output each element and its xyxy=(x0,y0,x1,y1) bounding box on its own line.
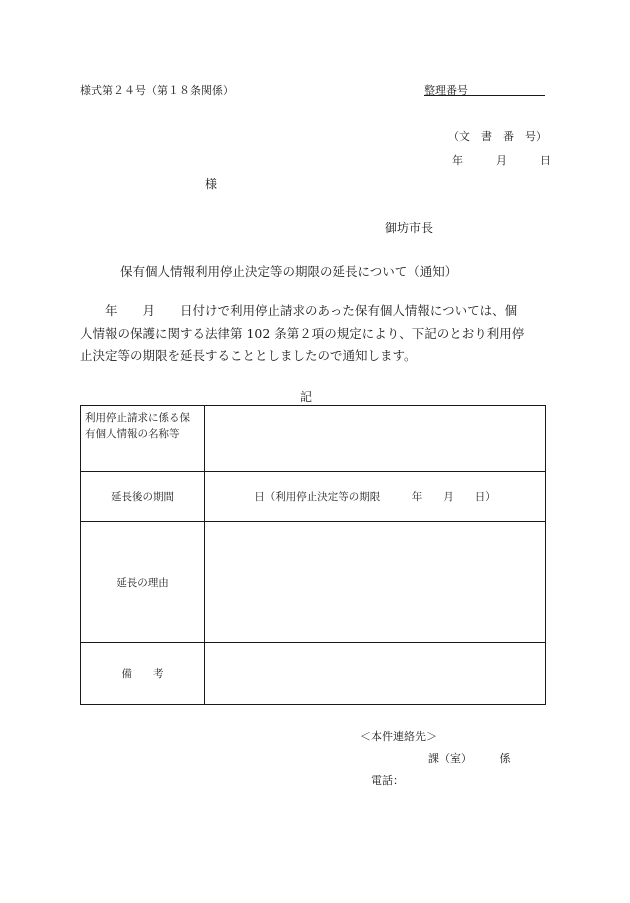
row-value-reason xyxy=(205,522,546,643)
addressee: 様 xyxy=(205,177,218,191)
ki-marker: 記 xyxy=(300,390,313,404)
control-number-field-line xyxy=(424,95,545,96)
issuer: 御坊市長 xyxy=(385,221,434,235)
row-label-reason: 延長の理由 xyxy=(81,522,205,643)
issue-date xyxy=(452,152,551,168)
row-value-extended-period: 日（利用停止決定等の期限 年 月 日） xyxy=(205,472,546,522)
contact-heading: ＜本件連絡先＞ xyxy=(360,730,437,743)
body-line: 人情報の保護に関する法律第 102 条第２項の規定により、下記のとおり利用停 xyxy=(80,325,525,341)
row-label-info-name: 利用停止請求に係る保有個人情報の名称等 xyxy=(81,406,205,472)
details-table xyxy=(80,405,546,705)
table-row xyxy=(81,472,546,522)
table-row xyxy=(81,406,546,472)
row-value-remarks xyxy=(205,643,546,705)
table-row xyxy=(81,522,546,643)
date-day: 日 xyxy=(540,154,551,167)
control-number-label: 整理番号 xyxy=(424,84,468,97)
contact-section: 課（室） 係 xyxy=(428,752,511,765)
table-row xyxy=(81,643,546,705)
document-title: 保有個人情報利用停止決定等の期限の延長について（通知） xyxy=(120,264,458,279)
body-line: 止決定等の期限を延長することとしましたので通知します。 xyxy=(80,348,417,363)
date-year: 年 xyxy=(452,154,463,167)
contact-phone: 電話： xyxy=(371,774,404,787)
body-paragraph xyxy=(80,300,548,368)
body-line: 年 月 日付けで利用停止請求のあった保有個人情報については、個 xyxy=(80,303,518,318)
document-number: （文 書 番 号） xyxy=(448,130,547,143)
form-number: 様式第２４号（第１８条関係） xyxy=(80,84,234,97)
date-month: 月 xyxy=(496,154,507,167)
row-label-extended-period: 延長後の期間 xyxy=(81,472,205,522)
row-label-remarks: 備 考 xyxy=(81,643,205,705)
row-value-info-name xyxy=(205,406,546,472)
